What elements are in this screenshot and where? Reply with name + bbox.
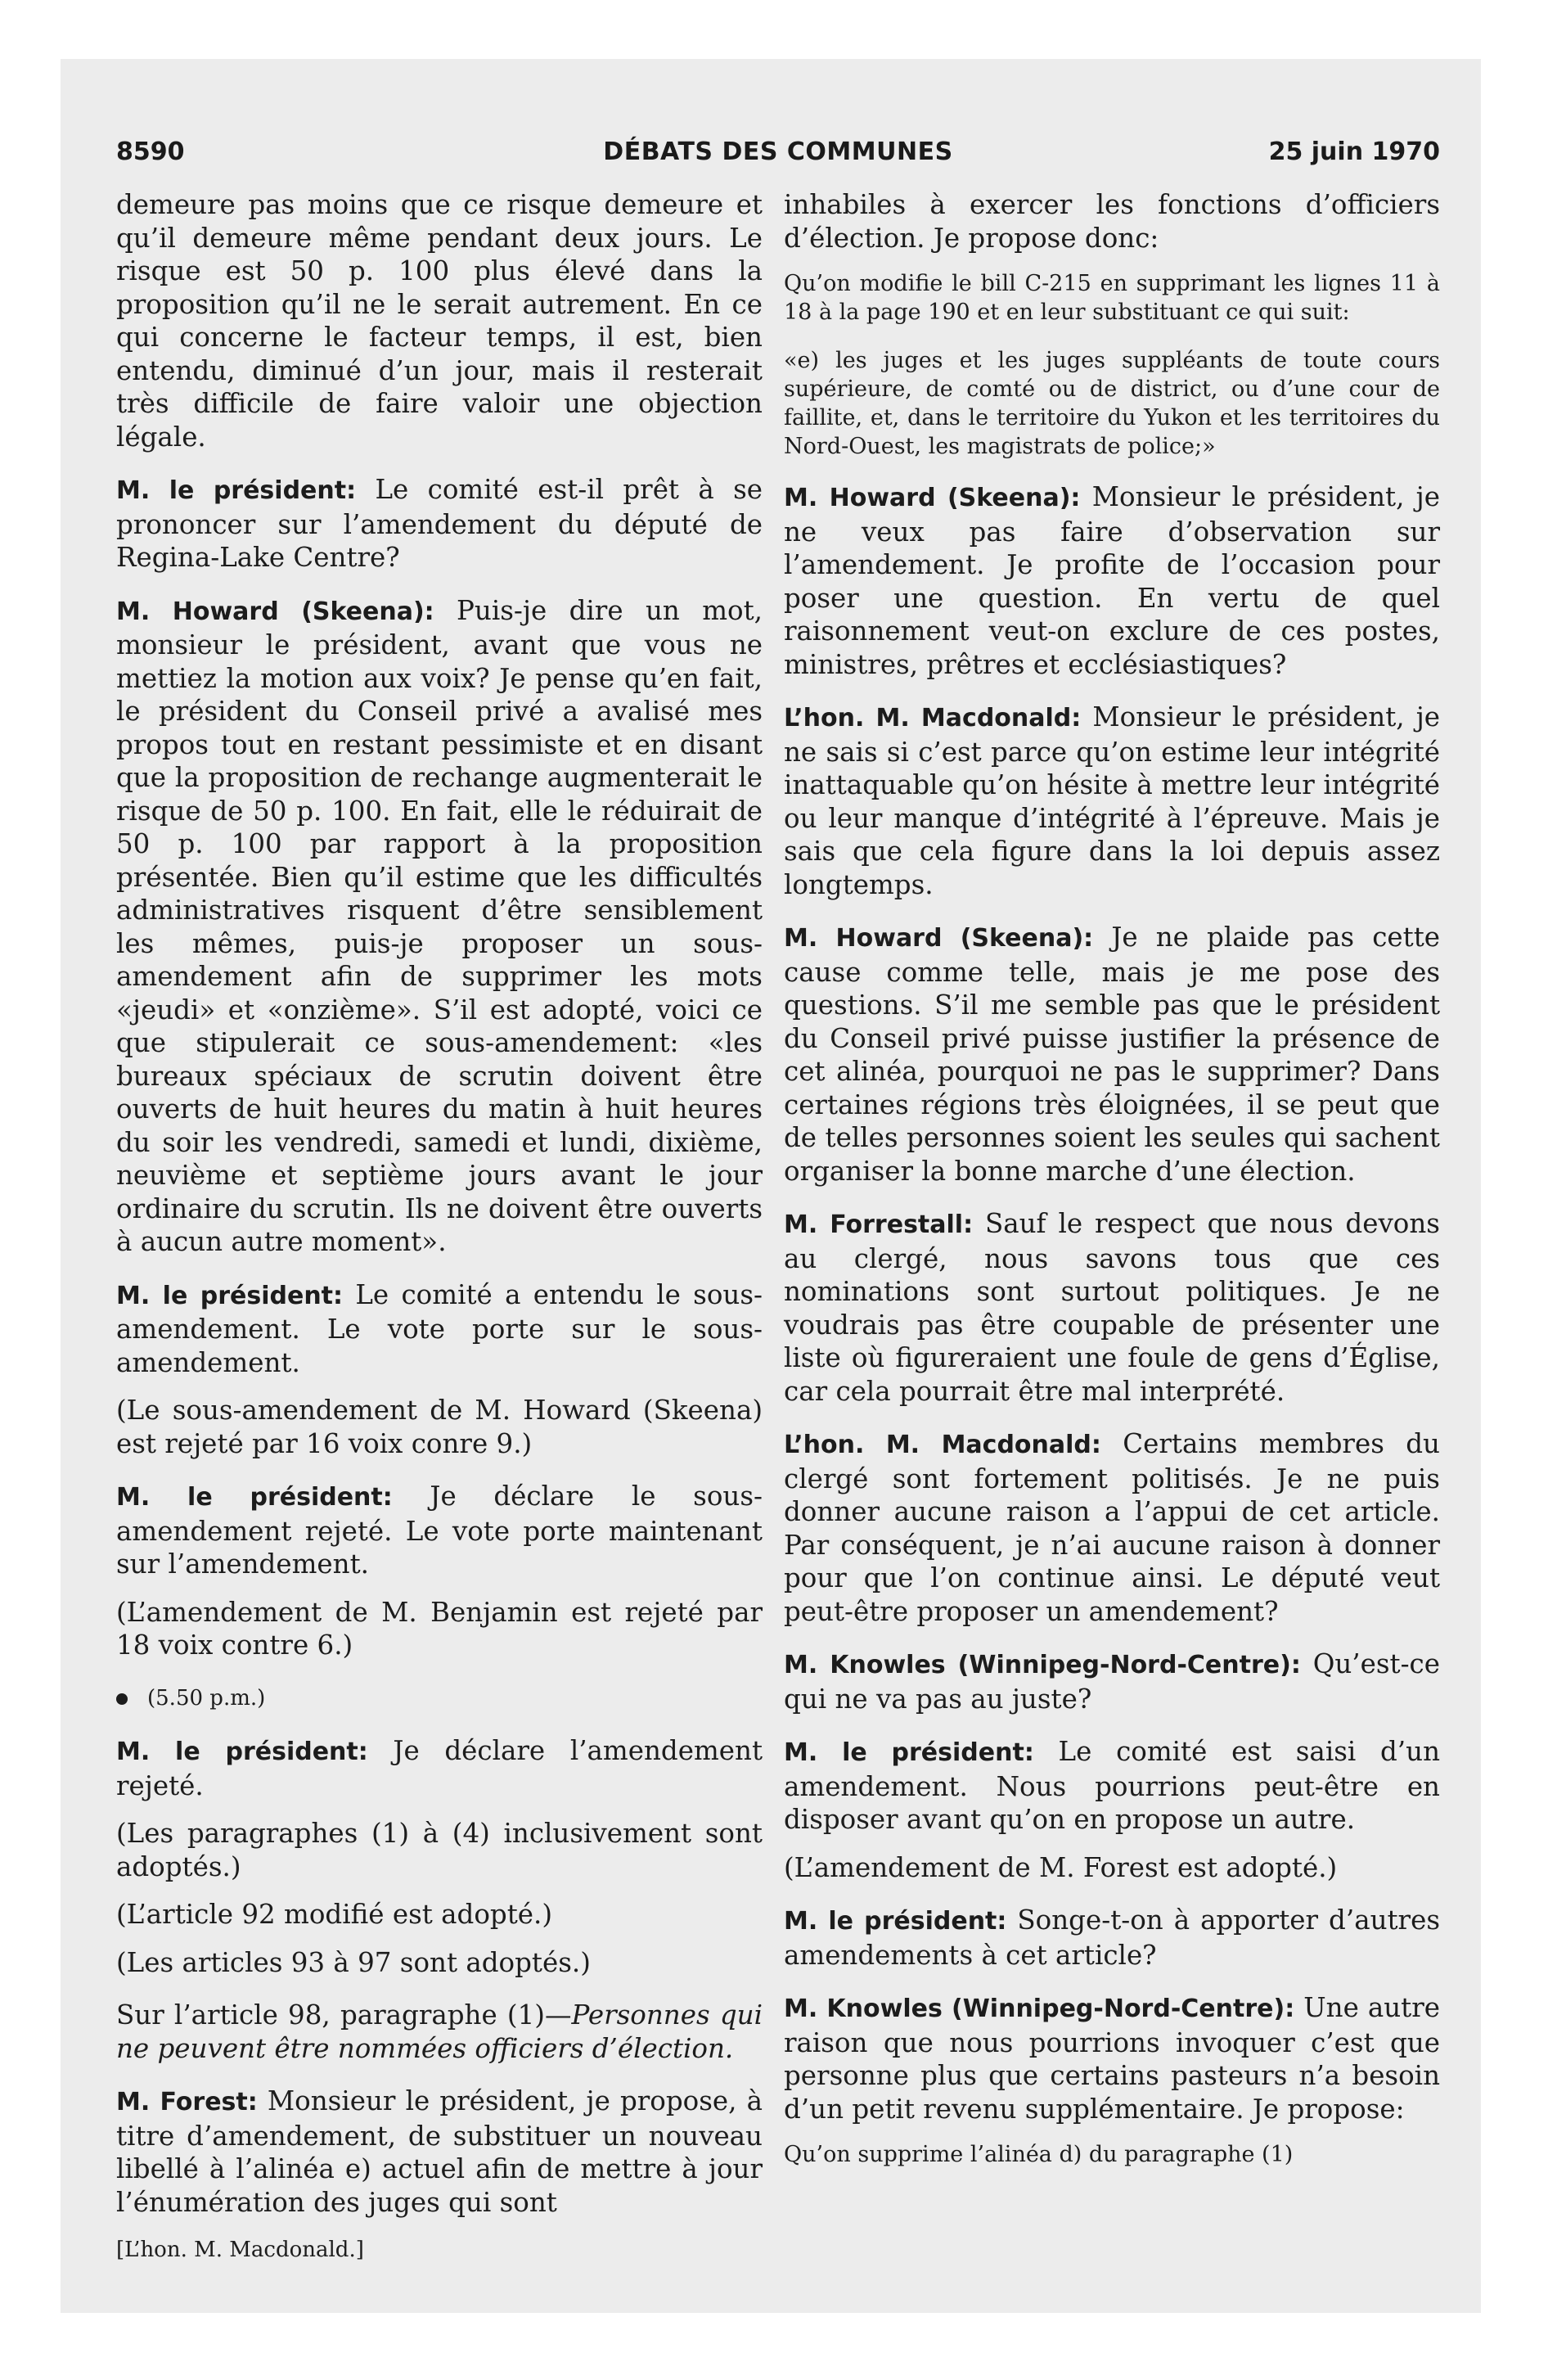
clause-heading [116,1999,763,2065]
speech [116,2085,763,2219]
speech-text: Certains membres du clergé sont fortement politisés. Je ne puis donner aucune raison a l’appui de cet article. Par conséquent, je n’ai aucune raison à donner pour que l’on continue ainsi. Le député veut peut-être proposer un amendement? [784,1428,1440,1627]
time-text: (5.50 p.m.) [147,1685,266,1711]
speech-text: Le comité est saisi d’un amendement. Nous pourrions peut-être en disposer avant qu’on en propose un autre. [784,1736,1440,1835]
motion-text: Qu’on modifie le bill C-215 en supprimant les lignes 11 à 18 à la page 190 et en leur substituant ce qui suit: [784,271,1440,325]
speech [784,1904,1440,1972]
speaker-name: M. le président: [784,1738,1034,1767]
publication-title: DÉBATS DES COMMUNES [603,137,953,166]
speech-text: Le comité a entendu le sous-amendement. Le vote porte sur le sous-amendement. [116,1278,763,1378]
speaker-name: M. le président: [116,476,357,505]
procedural-note: (Les paragraphes (1) à (4) inclusivement sont adoptés.) [116,1818,763,1882]
speech-text: Puis-je dire un mot, monsieur le président, avant que vous ne mettiez la motion aux voix? Je pense qu’en fait, le président du Conseil privé a avalisé mes propos tout en restant pessimiste et en disant que la proposition de rechange augmenterait le risque de 50 p. 100. En fait, elle le réduirait de 50 p. 100 par rapport à la proposition présentée. Bien qu’il estime que les difficultés administratives risquent d’être sensiblement les mêmes, puis-je proposer un sous-amendement afin de supprimer les mots «jeudi» et «onzième». S’il est adopté, voici ce que stipulerait ce sous-amendement: «les bureaux spéciaux de scrutin doivent être ouverts de huit heures du matin à huit heures du soir les vendredi, samedi et lundi, dixième, neuvième et septième jours avant le jour ordinaire du scrutin. Ils ne doivent être ouverts à aucun autre moment». [116,594,763,1257]
speech-text: Monsieur le président, je ne veux pas faire d’observation sur l’amendement. Je profite de l’occasion pour poser une question. En vertu de quel raisonnement veut-on exclure de ces postes, ministres, prêtres et ecclésiastiques? [784,481,1440,680]
speech-text: Sauf le respect que nous devons au clergé, nous savons tous que ces nominations sont surtout politiques. Je ne voudrais pas être coupable de présenter une liste où figureraient une foule de gens d’Église, car cela pourrait être mal interprété. [784,1208,1440,1407]
speaker-name: M. Howard (Skeena): [116,597,434,626]
speech [784,1207,1440,1408]
speech [784,921,1440,1188]
speaker-name: L’hon. M. Macdonald: [784,1431,1101,1459]
speech [116,473,763,575]
page-date: 25 juin 1970 [1268,137,1440,166]
speech-text: Qu’est-ce qui ne va pas au juste? [784,1648,1440,1715]
bullet-icon [116,1693,128,1705]
time-marker [116,1682,763,1715]
motion-text: Qu’on supprime l’alinéa d) du paragraphe (1) [784,2142,1294,2167]
procedural-note: (L’article 92 modifié est adopté.) [116,1899,552,1930]
speech [116,1480,763,1581]
speech-text: Songe-t-on à apporter d’autres amendements à cet article? [784,1904,1441,1971]
speech-text: Je ne plaide pas cette cause comme telle, mais je me pose des questions. S’il me semble pas que le président du Conseil privé puisse justifier la présence de cet alinéa, pourquoi ne pas le supprimer? Dans certaines régions très éloignées, il se peut que de telles personnes soient les seules qui sachent organiser la bonne marche d’une élection. [784,922,1440,1187]
speech [784,701,1440,901]
speaker-name: M. Knowles (Winnipeg-Nord-Centre): [784,1651,1301,1679]
speech [784,1991,1440,2125]
speaker-name: M. Howard (Skeena): [784,484,1081,512]
continuation-footer: [L’hon. M. Macdonald.] [116,2238,364,2262]
procedural-note: (L’amendement de M. Forest est adopté.) [784,1851,1338,1883]
speech [784,1648,1440,1715]
speech [784,1427,1440,1628]
speech [116,1278,763,1380]
speaker-name: M. le président: [116,1483,393,1512]
paragraph: inhabiles à exercer les fonctions d’officiers d’élection. Je propose donc: [784,189,1440,254]
speech [784,480,1440,681]
procedural-note: (L’amendement de M. Benjamin est rejeté par 18 voix contre 6.) [116,1596,763,1661]
speaker-name: M. le président: [784,1907,1007,1936]
speaker-name: M. le président: [116,1281,344,1310]
procedural-note: (Le sous-amendement de M. Howard (Skeena) est rejeté par 16 voix conre 9.) [116,1395,763,1459]
speech-text: Une autre raison que nous pourrions invoquer c’est que personne plus que certains pasteurs n’a besoin d’un petit revenu supplémentaire. Je propose: [784,1992,1440,2125]
paragraph: demeure pas moins que ce risque demeure et qu’il demeure même pendant deux jours. Le risque est 50 p. 100 plus élevé dans la proposition qu’il ne le serait autrement. En ce qui concerne le facteur temps, il est, bien entendu, diminué d’un jour, mais il resterait très difficile de faire valoir une objection légale. [116,189,763,453]
procedural-note: (Les articles 93 à 97 sont adoptés.) [116,1946,591,1978]
speech-text: Je déclare l’amendement rejeté. [116,1735,763,1801]
speaker-name: M. Forrestall: [784,1210,974,1239]
right-column [784,188,1440,2188]
speaker-name: M. le président: [116,1738,368,1766]
speech-text: Monsieur le président, je ne sais si c’est parce qu’on estime leur intégrité inattaquable qu’on hésite à mettre leur intégrité ou leur manque d’intégrité à l’épreuve. Mais je sais que cela figure dans la loi depuis assez longtemps. [784,701,1440,900]
speech-text: Le comité est-il prêt à se prononcer sur l’amendement du député de Regina-Lake Centre? [116,474,763,573]
clause-title: Personnes qui ne peuvent être nommées officiers d’élection. [116,1999,763,2064]
left-column [116,188,763,2287]
speaker-name: M. Forest: [116,2088,258,2116]
speaker-name: M. Howard (Skeena): [784,924,1094,953]
speech-text: Je déclare le sous-amendement rejeté. Le vote porte maintenant sur l’amendement. [116,1481,763,1580]
speaker-name: L’hon. M. Macdonald: [784,704,1082,732]
page-number: 8590 [116,137,185,166]
motion-quote: «e) les juges et les juges suppléants de toute cours supérieure, de comté ou de district, ou d’une cour de faillite, et, dans le territoire du Yukon et les territoires du Nord-Ouest, les magistrats de police;» [784,348,1440,459]
speech [784,1735,1440,1837]
speech-text: Monsieur le président, je propose, à titre d’amendement, de substituer un nouveau libellé à l’alinéa e) actuel afin de mettre à jour l’énumération des juges qui sont [116,2085,763,2218]
clause-reference: Sur l’article 98, paragraphe (1)— [116,1999,572,2031]
speech [116,1734,763,1802]
speaker-name: M. Knowles (Winnipeg-Nord-Centre): [784,1995,1295,2023]
speech [116,594,763,1259]
page-header [116,137,1440,170]
